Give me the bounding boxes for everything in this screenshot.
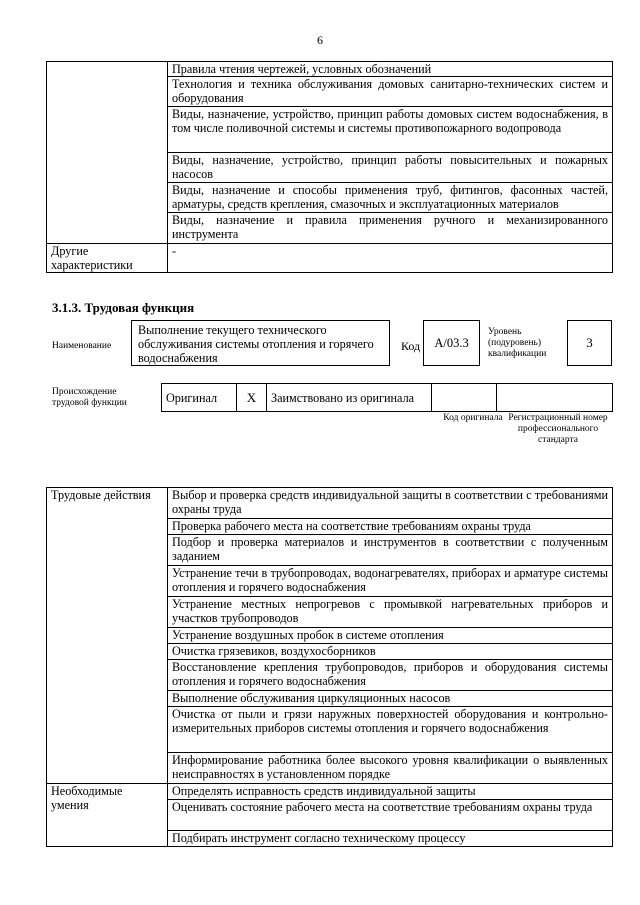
action-item: Информирование работника более высокого уровня квалификации о выявленных неисправностях в установленном порядке bbox=[168, 753, 613, 784]
origin-label: Происхождение трудовой функции bbox=[52, 387, 127, 408]
action-item: Очистка от пыли и грязи наружных поверхностей оборудования и контрольно-измерительных приборов системы отопления и горячего водоснабжения bbox=[168, 707, 613, 753]
level-value: 3 bbox=[586, 335, 593, 350]
action-item: Устранение течи в трубопроводах, водонагревателях, приборах и арматуре системы отопления и горячего водоснабжения bbox=[168, 566, 613, 597]
knowledge-table bbox=[46, 61, 613, 273]
action-item: Подбор и проверка материалов и инструментов в соответствии с полученным заданием bbox=[168, 535, 613, 566]
section-heading: 3.1.3. Трудовая функция bbox=[52, 300, 195, 315]
code-label: Код bbox=[401, 339, 421, 353]
action-item: Очистка грязевиков, воздухосборников bbox=[168, 644, 613, 660]
registration-caption: Регистрационный номер профессионального стандарта bbox=[508, 413, 608, 445]
page-number: 6 bbox=[317, 33, 323, 47]
code-caption: Код оригинала bbox=[443, 413, 503, 423]
knowledge-item: Правила чтения чертежей, условных обозначений bbox=[168, 62, 613, 77]
borrowed-label: Заимствовано из оригинала bbox=[267, 384, 432, 412]
knowledge-item: Виды, назначение и правила применения ручного и механизированного инструмента bbox=[168, 213, 613, 244]
origin-table bbox=[161, 383, 613, 412]
level-label: Уровень (подуровень) квалификации bbox=[488, 327, 547, 359]
name-value-box bbox=[131, 320, 390, 366]
skill-item: Подбирать инструмент согласно техническому процессу bbox=[168, 831, 613, 847]
actions-label: Трудовые действия bbox=[47, 488, 168, 784]
code-value-box bbox=[423, 320, 480, 366]
labor-function-table bbox=[46, 487, 613, 847]
action-item: Устранение воздушных пробок в системе отопления bbox=[168, 628, 613, 644]
knowledge-item: Виды, назначение, устройство, принцип работы домовых систем водоснабжения, в том числе поливочной системы и системы противопожарного водопровода bbox=[168, 107, 613, 153]
knowledge-item: Технология и техника обслуживания домовых санитарно-технических систем и оборудования bbox=[168, 77, 613, 107]
knowledge-label-cell bbox=[47, 62, 168, 244]
knowledge-item: Виды, назначение и способы применения труб, фитингов, фасонных частей, арматуры, средств крепления, смазочных и эксплуатационных материалов bbox=[168, 183, 613, 213]
action-item: Выполнение обслуживания циркуляционных насосов bbox=[168, 691, 613, 707]
skill-item: Оценивать состояние рабочего места на соответствие требованиям охраны труда bbox=[168, 800, 613, 831]
action-item: Проверка рабочего места на соответствие требованиям охраны труда bbox=[168, 519, 613, 535]
skills-label: Необходимые умения bbox=[47, 784, 168, 847]
action-item: Восстановление крепления трубопроводов, приборов и оборудования системы отопления и горячего водоснабжения bbox=[168, 660, 613, 691]
other-characteristics-label: Другие характеристики bbox=[47, 244, 168, 273]
name-label: Наименование bbox=[52, 341, 112, 351]
original-mark: X bbox=[237, 384, 267, 412]
original-code-cell bbox=[432, 384, 497, 412]
original-label: Оригинал bbox=[162, 384, 237, 412]
other-characteristics-value: - bbox=[168, 244, 613, 273]
name-value: Выполнение текущего технического обслуживания системы отопления и горячего водоснабжения bbox=[138, 323, 374, 365]
skill-item: Определять исправность средств индивидуальной защиты bbox=[168, 784, 613, 800]
action-item: Выбор и проверка средств индивидуальной защиты в соответствии с требованиями охраны труда bbox=[168, 488, 613, 519]
action-item: Устранение местных непрогревов с промывкой нагревательных приборов и участков трубопроводов bbox=[168, 597, 613, 628]
registration-number-cell bbox=[497, 384, 613, 412]
knowledge-item: Виды, назначение, устройство, принцип работы повысительных и пожарных насосов bbox=[168, 153, 613, 183]
level-value-box bbox=[567, 320, 612, 366]
code-value: А/03.3 bbox=[434, 336, 469, 350]
